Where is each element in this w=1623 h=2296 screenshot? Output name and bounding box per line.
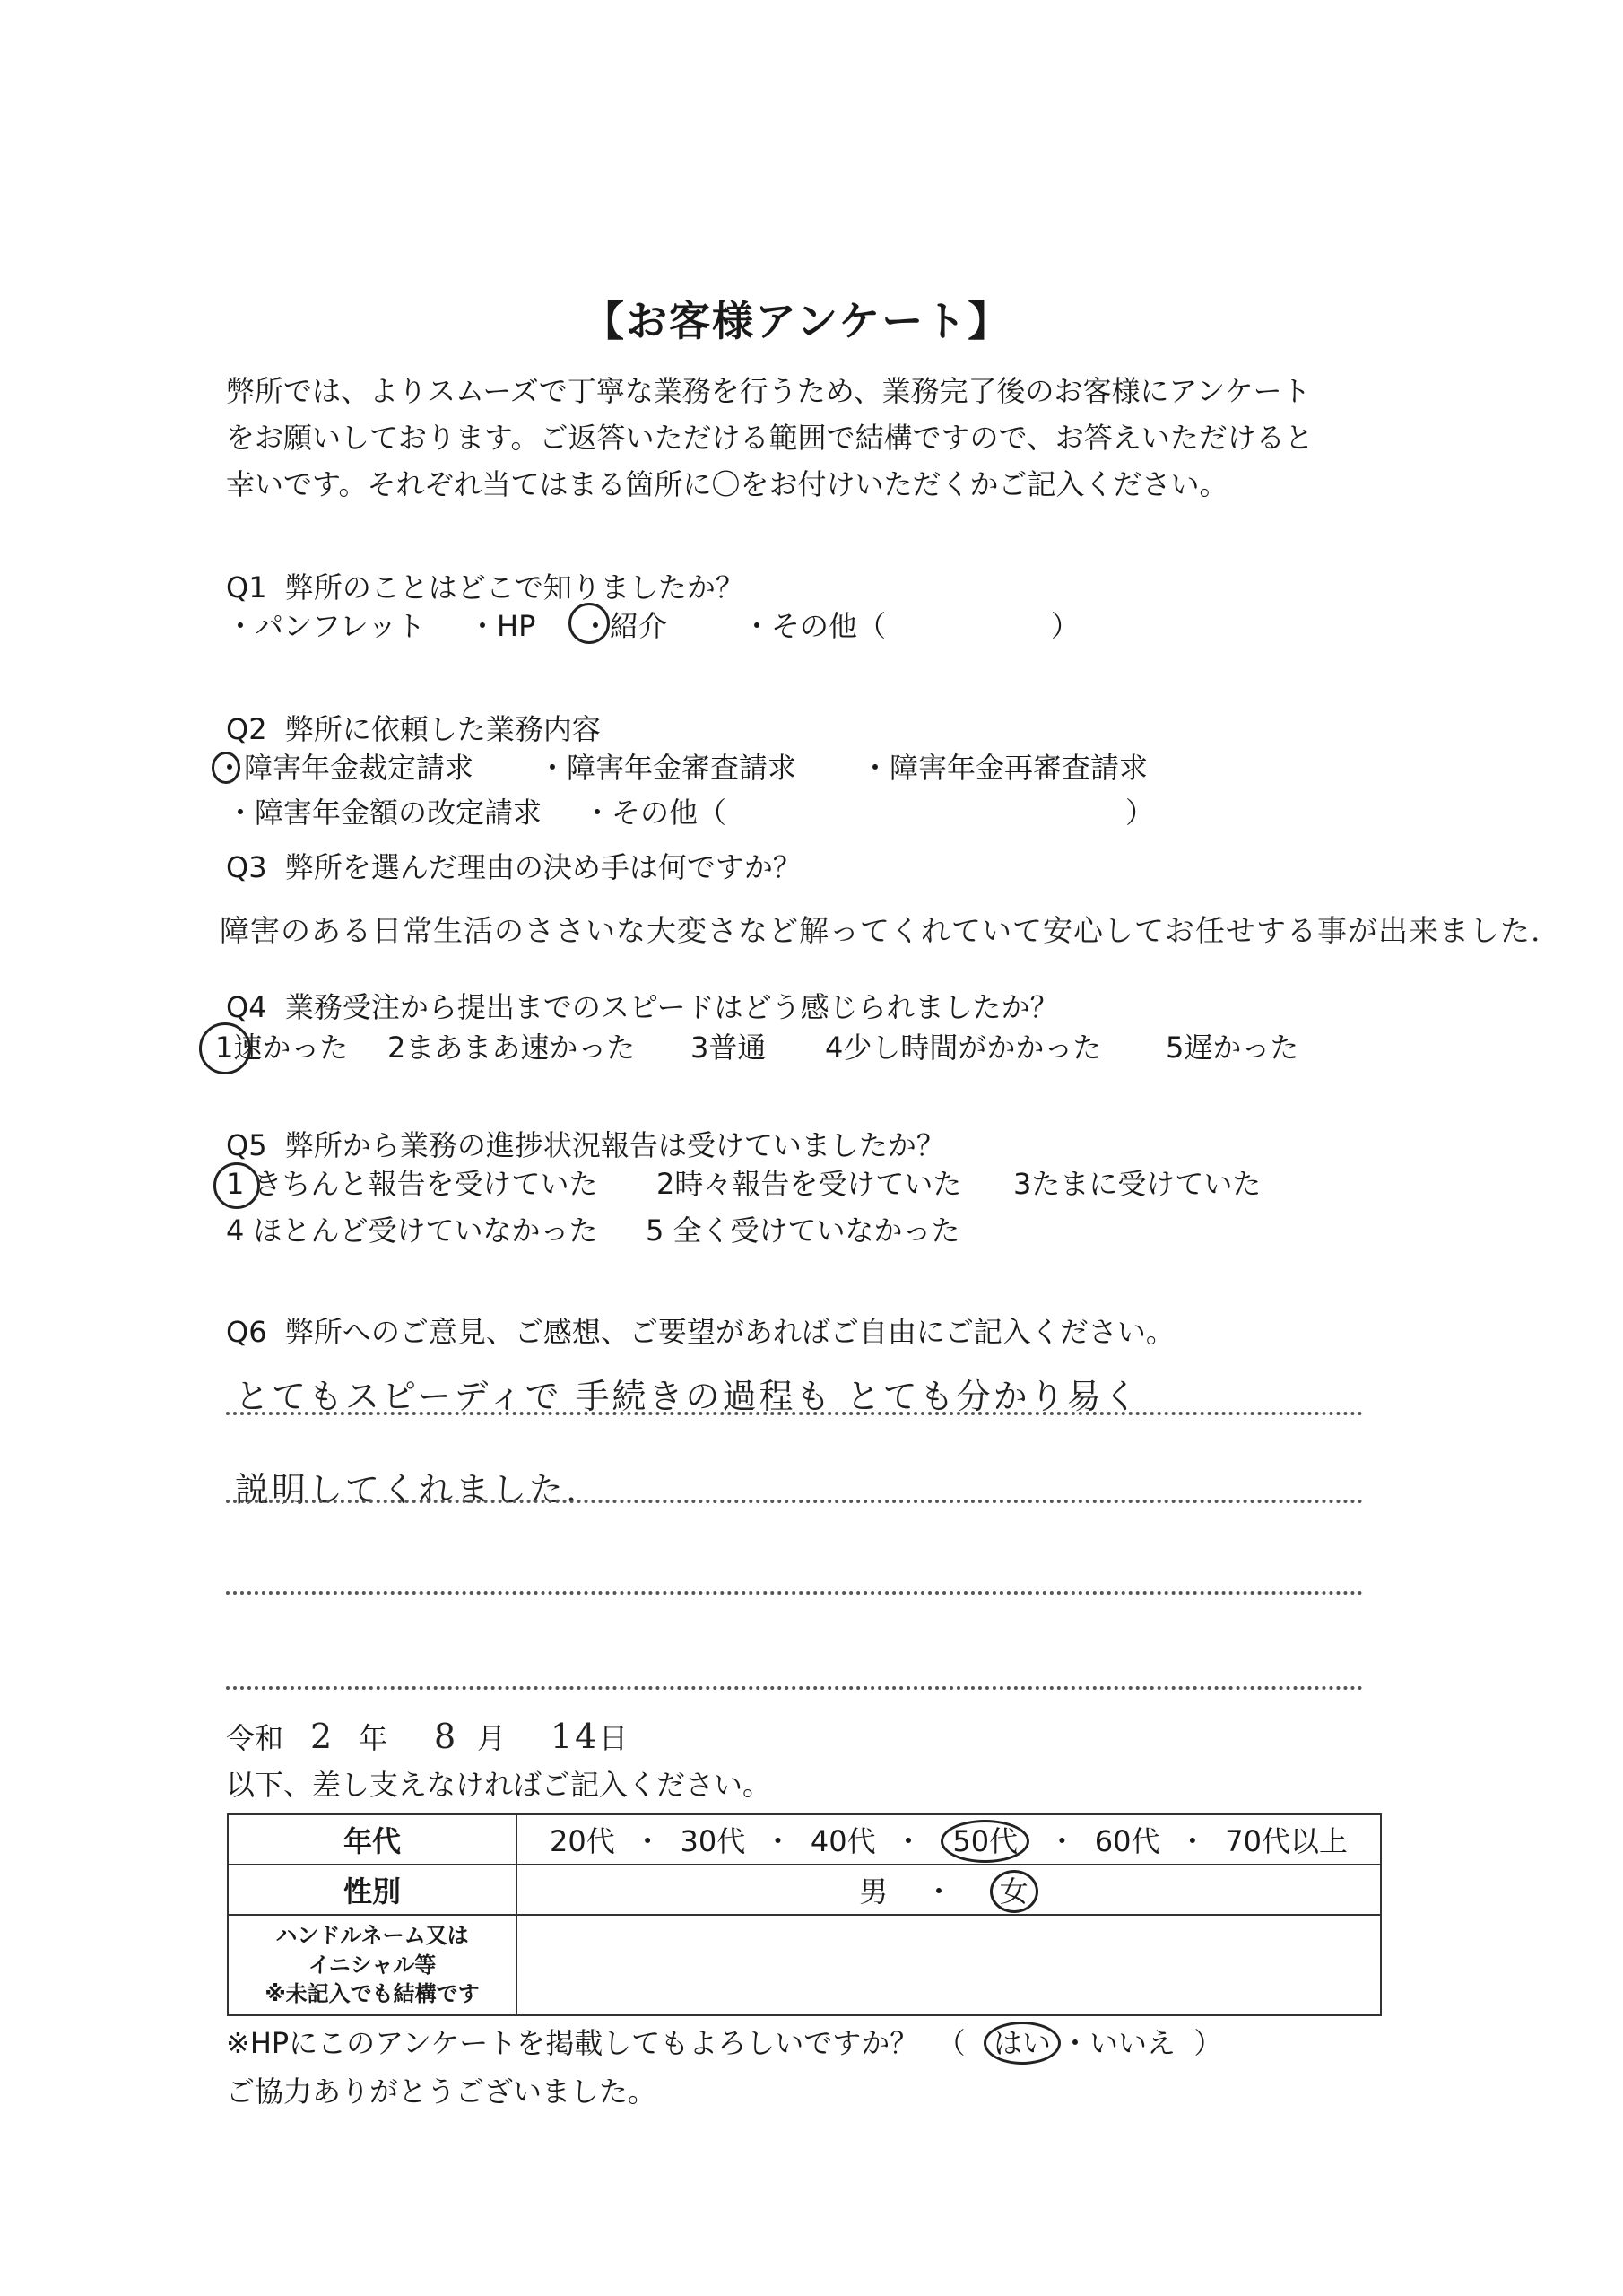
- hp-question: [226, 2026, 1223, 2060]
- q1-label: Q1: [226, 570, 267, 604]
- thanks-text: ご協力ありがとうございました。: [226, 2074, 657, 2109]
- age-option-30s[interactable]: 30代: [680, 1824, 746, 1858]
- q6-text: 弊所へのご意見、ご感想、ご要望があればご自由にご記入ください。: [284, 1315, 1175, 1349]
- q5-option-2[interactable]: 2時々報告を受けていた: [656, 1167, 962, 1201]
- q4-heading: [226, 985, 1059, 1026]
- hp-sep: ・: [1060, 2026, 1089, 2060]
- q4-label: Q4: [226, 990, 267, 1024]
- q6-dotted-line-4: [226, 1686, 1363, 1690]
- hp-option-no[interactable]: いいえ: [1089, 2026, 1176, 2060]
- q3-label: Q3: [226, 850, 267, 884]
- q2-option-review[interactable]: ・障害年金審査請求: [538, 751, 797, 785]
- date-day-unit: 日: [599, 1721, 629, 1755]
- q1-option-pamphlet[interactable]: ・パンフレット: [226, 609, 426, 643]
- q2-option-other[interactable]: ・その他（: [583, 796, 727, 830]
- gender-option-male[interactable]: 男: [859, 1874, 889, 1909]
- q6-dotted-line-1: [226, 1412, 1363, 1415]
- q2-option-other-close: ）: [1125, 796, 1155, 830]
- q6-label: Q6: [226, 1315, 267, 1349]
- q3-heading: [226, 845, 802, 886]
- name-label-line-3: ※未記入でも結構です: [265, 1981, 480, 2007]
- gender-option-female[interactable]: 女: [990, 1870, 1038, 1913]
- q2-heading: [226, 707, 601, 748]
- date-month-unit: 月: [477, 1721, 507, 1755]
- date-year[interactable]: 2: [310, 1717, 335, 1756]
- date-month[interactable]: 8: [434, 1717, 459, 1756]
- intro-line-1: 弊所では、よりスムーズで丁寧な業務を行うため、業務完了後のお客様にアンケート: [226, 374, 1311, 408]
- q2-selected-mark: [212, 752, 240, 784]
- q5-option-1[interactable]: 1 きちんと報告を受けていた: [226, 1167, 598, 1201]
- q5-text: 弊所から業務の進捗状況報告は受けていましたか？: [284, 1128, 945, 1162]
- q1-option-referral[interactable]: ・紹介: [581, 609, 668, 643]
- hp-option-yes[interactable]: はい: [984, 2022, 1061, 2065]
- q1-option-other-close: ）: [1051, 609, 1081, 643]
- date-year-unit: 年: [359, 1721, 388, 1755]
- age-option-40s[interactable]: 40代: [810, 1824, 876, 1858]
- q3-text: 弊所を選んだ理由の決め手は何ですか？: [284, 850, 802, 884]
- page-title: 【お客様アンケート】: [583, 297, 1011, 345]
- q6-heading: [226, 1309, 1175, 1351]
- q1-option-other[interactable]: ・その他（: [742, 609, 887, 643]
- table-row-name: [228, 1915, 1381, 2015]
- hp-open-paren: （: [936, 2026, 966, 2060]
- q5-option-5[interactable]: 5 全く受けていなかった: [646, 1213, 960, 1248]
- name-label-line-2: イニシャル等: [308, 1952, 437, 1978]
- q4-text: 業務受注から提出までのスピードはどう感じられましたか？: [284, 990, 1059, 1024]
- gender-label: 性別: [228, 1865, 516, 1915]
- hp-close-paren: ）: [1193, 2026, 1223, 2060]
- q5-option-3[interactable]: 3たまに受けていた: [1013, 1167, 1262, 1201]
- q2-label: Q2: [226, 712, 267, 746]
- info-table: [227, 1813, 1382, 2016]
- q1-option-hp[interactable]: ・HP: [468, 609, 536, 643]
- table-row-gender: [228, 1865, 1381, 1915]
- q4-selected-mark: [199, 1022, 251, 1074]
- date-era: 令和: [226, 1721, 284, 1755]
- q2-text: 弊所に依頼した業務内容: [284, 712, 601, 746]
- q5-option-4[interactable]: 4 ほとんど受けていなかった: [226, 1213, 598, 1248]
- q5-label: Q5: [226, 1128, 267, 1162]
- q4-option-3[interactable]: 3普通: [690, 1031, 767, 1065]
- name-value[interactable]: [516, 1915, 1381, 2015]
- gender-sep: ・: [924, 1874, 953, 1909]
- table-row-age: [228, 1814, 1381, 1865]
- table-intro: 以下、差し支えなければご記入ください。: [226, 1768, 772, 1802]
- intro-line-3: 幸いです。それぞれ当てはまる箇所に〇をお付けいただくかご記入ください。: [226, 467, 1228, 501]
- age-option-50s[interactable]: 50代: [941, 1820, 1029, 1863]
- age-sep: ・: [763, 1824, 793, 1858]
- q6-answer-line-2[interactable]: 説明してくれました.: [235, 1470, 580, 1509]
- q5-selected-mark: [213, 1162, 260, 1209]
- q4-option-1[interactable]: 1速かった: [215, 1031, 349, 1065]
- q6-dotted-line-2: [226, 1500, 1363, 1503]
- q1-text: 弊所のことはどこで知りましたか？: [284, 570, 744, 604]
- q3-answer[interactable]: 障害のある日常生活のささいな大変さなど解ってくれていて安心してお任せする事が出来ました.: [220, 913, 1541, 948]
- q1-heading: [226, 565, 744, 606]
- age-option-20s[interactable]: 20代: [550, 1824, 615, 1858]
- q4-option-2[interactable]: 2まあまあ速かった: [387, 1031, 636, 1065]
- gender-options: [516, 1865, 1381, 1915]
- name-label-line-1: ハンドルネーム又は: [275, 1923, 469, 1949]
- q6-answer-line-1[interactable]: とてもスピーディで 手続きの過程も とても分かり易く: [235, 1377, 1141, 1416]
- intro-line-2: をお願いしております。ご返答いただける範囲で結構ですので、お答えいただけると: [226, 421, 1314, 455]
- age-label: 年代: [228, 1814, 516, 1865]
- age-options: [516, 1814, 1381, 1865]
- age-option-60s[interactable]: 60代: [1094, 1824, 1160, 1858]
- q6-dotted-line-3: [226, 1591, 1363, 1595]
- q2-option-initial-claim[interactable]: ・障害年金裁定請求: [215, 751, 474, 785]
- age-sep: ・: [893, 1824, 923, 1858]
- hp-question-text: ※HPにこのアンケートを掲載してもよろしいですか？: [226, 2026, 919, 2060]
- q2-option-re-review[interactable]: ・障害年金再審査請求: [861, 751, 1149, 785]
- q1-selected-mark: [568, 603, 610, 644]
- age-sep: ・: [1047, 1824, 1077, 1858]
- age-option-70s-plus[interactable]: 70代以上: [1225, 1824, 1348, 1858]
- q5-heading: [226, 1123, 945, 1164]
- q4-option-5[interactable]: 5遅かった: [1166, 1031, 1299, 1065]
- q4-option-4[interactable]: 4少し時間がかかった: [825, 1031, 1102, 1065]
- q2-option-amount-revision[interactable]: ・障害年金額の改定請求: [226, 796, 542, 830]
- name-label: [228, 1915, 516, 2015]
- age-sep: ・: [633, 1824, 663, 1858]
- date-day[interactable]: 14: [551, 1717, 600, 1756]
- age-sep: ・: [1177, 1824, 1207, 1858]
